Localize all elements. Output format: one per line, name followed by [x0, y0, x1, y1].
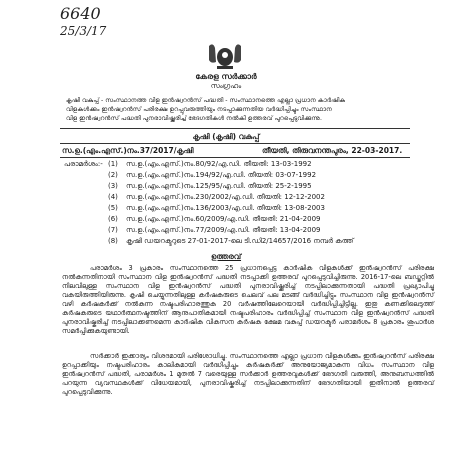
handwritten-number: 6640 — [60, 4, 101, 23]
subject-line: കൃഷി വകുപ്പ് - സംസ്ഥാനത്ത വിള ഇൻഷ്വറൻസ് പദ്ധതി - സംസ്ഥാനത്തെ എല്ലാ പ്രധാന കാർഷിക — [66, 97, 346, 104]
reference-text: സ.ഉ.(എം.എസ്.)നം.136/2003/എ.ഡി. തീയതി: 13-08-2003 — [126, 204, 325, 212]
reference-item — [108, 226, 354, 237]
order-heading: ഉത്തരവ് — [210, 252, 242, 261]
reference-number: (1) — [108, 160, 118, 168]
reference-item — [108, 193, 354, 204]
reference-text: സ.ഉ.(എം.എസ്.)നം.60/2009/എ.ഡി. തീയതി: 21-04-2009 — [126, 215, 321, 223]
reference-item — [108, 160, 354, 171]
divider — [60, 157, 410, 158]
abstract-heading: സംഗ്രഹം — [210, 82, 242, 90]
subject-line: വിള ഇൻഷ്വറൻസ് പദ്ധതി പുനരാവിഷ്ക്കരിച്ച് ഭേദഗതികൾ നൽകി ഉത്തരവ് പുറപ്പെടുവിക്കുന്നു. — [66, 115, 322, 122]
government-name: കേരള സർക്കാർ — [195, 72, 257, 81]
reference-text: സ.ഉ.(എം.എസ്.)നം.77/2009/എ.ഡി. തീയതി: 13-04-2009 — [126, 226, 321, 234]
order-paragraph-2: സർക്കാർ ഇക്കാര്യം വിശദമായി പരിശോധിച്ചു. സംസ്ഥാനത്തെ എല്ലാ പ്രധാന വിളകൾക്കും ഇൻഷ്വറൻസ് പരിരക്ഷ ഉറപ്പാക്കിയും നഷ്ടപരിഹാരം കാലികമായി വർദ്ധിപ്പിച്ചും കർഷകർക്ക് അനുയോജ്യമാകുന്ന വിധം സംസ്ഥാന വിള ഇൻഷ്വറൻസ് പദ്ധതി, പരാമർശം 1 മുതൽ 7 വരെയുള്ള സർക്കാർ ഉത്തരവുകൾക്ക് ഭേദഗതി വരുത്തി, അനുബന്ധത്തിൽ പറയുന്ന വ്യവസ്ഥകൾക്ക് വിധേയമായി, പുനരാവിഷ്കരിച്ച് നടപ്പിലാക്കുന്നതിന് ഭേദഗതിയായി ഇതിനാൽ ഉത്തരവ് പുറപ്പെടുവിക്കുന്നു. — [62, 352, 434, 396]
reference-item — [108, 171, 354, 182]
reference-item — [108, 215, 354, 226]
reference-text: കൃഷി ഡയറക്ടറുടെ 27-01-2017-ലെ ടി.ഡി2/14657/2016 നമ്പർ കത്ത് — [126, 237, 354, 245]
reference-text: സ.ഉ.(എം.എസ്.)നം.80/92/എ.ഡി. തീയതി: 13-03-1992 — [126, 160, 312, 168]
reference-number: (4) — [108, 193, 118, 201]
handwritten-date: 25/3/17 — [60, 24, 107, 38]
divider — [60, 143, 410, 144]
order-number: സ.ഉ.(എം.എസ്.)നം.37/2017/കൃഷി — [62, 146, 194, 155]
reference-text: സ.ഉ.(എം.എസ്.)നം.230/2002/എ.ഡി. തീയതി: 12-12-2002 — [126, 193, 325, 201]
reference-number: (7) — [108, 226, 118, 234]
subject-summary — [66, 96, 406, 123]
reference-number: (8) — [108, 237, 118, 245]
references-label: പരാമർശം:- — [64, 160, 103, 168]
department-name: കൃഷി (കൃഷി) വകുപ്പ് — [192, 132, 260, 141]
reference-text: സ.ഉ.(എം.എസ്.)നം.125/95/എ.ഡി. തീയതി: 25-2-1995 — [126, 182, 312, 190]
reference-item — [108, 182, 354, 193]
reference-item — [108, 237, 354, 248]
order-paragraph-1: പരാമർശം 3 പ്രകാരം സംസ്ഥാനത്തെ 25 പ്രധാനപ്പെട്ട കാർഷിക വിളകൾക്ക് ഇൻഷ്വറൻസ് പരിരക്ഷ നൽകുന്നതിനായി സംസ്ഥാന വിള ഇൻഷ്വറൻസ് പദ്ധതി നടപ്പാക്കി ഉത്തരവ് പുറപ്പെടുവിച്ചിരുന്നു. 2016-17-ലെ ബഡ്ജറ്റിൽ നിലവിലുള്ള സംസ്ഥാന വിള ഇൻഷ്വറൻസ് പദ്ധതി പുനരാവിഷ്ക്കരിച്ച് നടപ്പിലാക്കുന്നതായി പദ്ധതി പ്രഖ്യാപിച്ചു വകയിരുത്തിയിരുന്നു. കൃഷി ചെയ്യുന്നതിലുള്ള കർഷകരുടെ ചെലവ് പല മടങ്ങ് വർദ്ധിച്ചിട്ടും സംസ്ഥാന വിള ഇൻഷ്വറൻസ് വഴി കർഷകർക്ക് നൽകുന്ന നഷ്ടപരിഹാരത്തുക 20 വർഷത്തിലേറെയായി വർദ്ധിപ്പിച്ചിട്ടില്ല. ഇതു കണക്കിലെടുത്ത് കർഷകരുടെ യഥാർത്ഥനഷ്ടത്തിന് ആനുപാതികമായി നഷ്ടപരിഹാരം വർദ്ധിപ്പിച്ച് സംസ്ഥാന വിള ഇൻഷ്വറൻസ് പദ്ധതി പുനരാവിഷ്കരിച്ച് നടപ്പിലാക്കണമെന്ന കാർഷിക വികസന കർഷക ക്ഷേമ വകുപ്പ് ഡയറക്ടർ പരാമർശം 8 പ്രകാരം ശുപാർശ സമർപ്പിക്കുകയുണ്ടായി. — [62, 264, 434, 335]
reference-item — [108, 204, 354, 215]
kerala-emblem-icon — [205, 40, 245, 70]
reference-text: സ.ഉ.(എം.എസ്.)നം.194/92/എ.ഡി. തീയതി: 03-07-1992 — [126, 171, 317, 179]
reference-number: (6) — [108, 215, 118, 223]
order-date: തീയതി, തിരുവനന്തപുരം, 22-03-2017. — [262, 146, 403, 155]
references-list — [108, 160, 354, 248]
reference-number: (2) — [108, 171, 118, 179]
subject-line: വിളകൾക്കും ഇൻഷ്വറൻസ് പരിരക്ഷ ഉറപ്പുവരുത്തിയും നടപ്പാക്കുന്നതിയ വർദ്ധിപ്പിച്ചും സംസ്ഥാന — [66, 106, 332, 113]
divider — [60, 128, 410, 129]
reference-number: (3) — [108, 182, 118, 190]
reference-number: (5) — [108, 204, 118, 212]
